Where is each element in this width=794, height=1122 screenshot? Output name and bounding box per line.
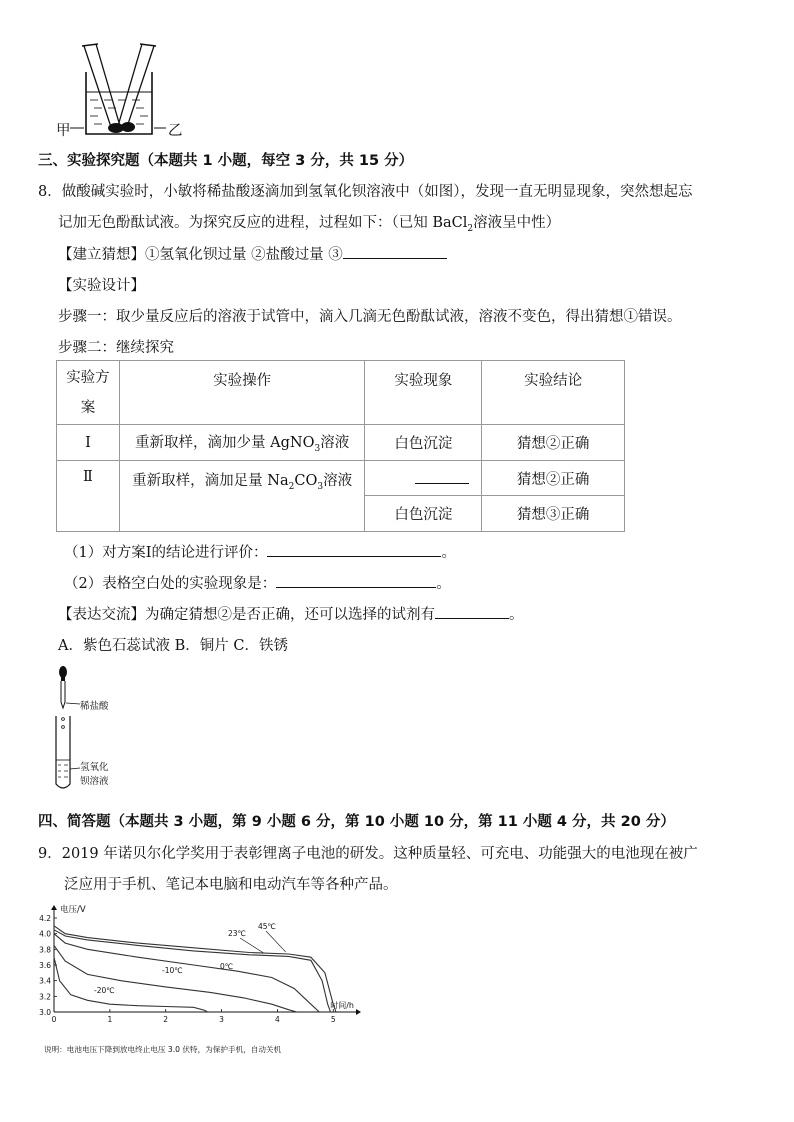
q8-options: A．紫色石蕊试液 B．铜片 C．铁锈 [58, 638, 288, 654]
sub1-blank[interactable] [267, 542, 441, 557]
section3-title: 三、实验探究题（本题共 1 小题，每空 3 分，共 15 分） [38, 153, 414, 169]
x-tick-label: 5 [330, 1015, 336, 1024]
fig-label-yi: 乙 [168, 123, 183, 139]
q8-sub1 [64, 541, 456, 562]
express-blank[interactable] [435, 604, 509, 619]
row2-conclusion: 猜想②正确 [482, 461, 625, 496]
x-tick-label: 1 [107, 1015, 113, 1024]
section4-title: 四、简答题（本题共 3 小题，第 9 小题 6 分，第 10 小题 10 分，第 11 小题 4 分，共 20 分） [38, 814, 675, 830]
row2-phenomenon-blank[interactable] [365, 461, 482, 496]
header-conclusion: 实验结论 [482, 361, 625, 425]
series-line [54, 926, 336, 1012]
y-tick-label: 3.2 [39, 992, 51, 1002]
q8-design: 【实验设计】 [58, 278, 145, 294]
row1-operation: 重新取样，滴加少量 AgNO$_3$溶液 [119, 425, 365, 461]
series-line [54, 930, 331, 1012]
sub2-end: 。 [436, 576, 451, 592]
q8-step2: 步骤二：继续探究 [58, 340, 174, 356]
x-tick-label: 4 [275, 1015, 280, 1024]
header-operation: 实验操作 [119, 361, 365, 425]
y-tick-label: 3.8 [39, 945, 51, 955]
y-tick-label: 4.0 [39, 929, 51, 939]
q8-hypothesis [58, 243, 447, 264]
dropper-figure [50, 664, 80, 794]
leader-23 [240, 938, 263, 953]
q9-line1: 9．2019 年诺贝尔化学奖用于表彰锂离子电池的研发。这种质量轻、可充电、功能强大的电池现在被广 [38, 846, 698, 862]
q8-step1: 步骤一：取少量反应后的溶液于试管中，滴入几滴无色酚酞试液，溶液不变色，得出猜想①错误。 [58, 309, 682, 325]
express-end: 。 [509, 607, 524, 623]
hypothesis-blank[interactable] [343, 244, 447, 259]
x-tick-label: 2 [163, 1015, 169, 1024]
beaker-illustration [56, 42, 186, 138]
sub2-text: （2）表格空白处的实验现象是： [64, 576, 277, 592]
q8-intro-text-a: 记加无色酚酞试液。为探究反应的进程，过程如下：（已知 BaCl [58, 215, 468, 231]
series-label: -10℃ [162, 966, 183, 975]
q8-intro-line1: 8．做酸碱实验时，小敏将稀盐酸逐滴加到氢氧化钡溶液中（如图），发现一直无明显现象，突然想起忘 [38, 184, 693, 200]
discharge-chart-svg [32, 900, 362, 1060]
tube-label-2: 钡溶液 [80, 776, 109, 787]
header-plan: 实验方 案 [57, 361, 120, 425]
table-row [57, 461, 625, 496]
beaker-figure [56, 42, 186, 138]
row1-phenomenon: 白色沉淀 [365, 425, 482, 461]
series-label: 23℃ [228, 929, 246, 938]
x-axis-arrow [356, 1009, 361, 1015]
row3-phenomenon: 白色沉淀 [365, 496, 482, 532]
chart-note: 说明：电池电压下降到放电终止电压 3.0 伏特，为保护手机，自动关机 [44, 1045, 282, 1054]
q8-sub2 [64, 572, 451, 593]
y-axis-arrow [51, 905, 57, 910]
row2-plan: Ⅱ [57, 461, 120, 532]
q8-intro-text-b: 溶液呈中性） [473, 215, 561, 231]
leader-45 [266, 931, 286, 952]
dropper-tube-illustration [50, 664, 80, 794]
q8-intro-sub: 2 [467, 223, 474, 234]
y-tick-label: 4.2 [39, 914, 51, 923]
row3-conclusion: 猜想③正确 [482, 496, 625, 532]
express-text: 【表达交流】为确定猜想②是否正确，还可以选择的试剂有 [58, 607, 435, 623]
series-label: 45℃ [258, 922, 276, 931]
x-tick-label: 0 [51, 1015, 57, 1024]
series-line [54, 957, 208, 1012]
table-header-row [57, 361, 625, 425]
q9-line2: 泛应用于手机、笔记本电脑和电动汽车等各种产品。 [64, 877, 398, 893]
x-axis-label: 时间/h [330, 1001, 354, 1010]
hypothesis-text: 【建立猜想】①氢氧化钡过量 ②盐酸过量 ③ [58, 247, 343, 263]
series-label: 0℃ [220, 962, 234, 971]
sub2-blank[interactable] [276, 573, 436, 588]
series-label: -20℃ [94, 986, 115, 995]
dropper-label-acid: 稀盐酸 [80, 701, 109, 712]
y-tick-label: 3.0 [39, 1008, 51, 1017]
y-tick-label: 3.4 [39, 976, 51, 986]
table-row [57, 425, 625, 461]
experiment-table [56, 360, 625, 532]
y-axis-label: 电压/V [60, 905, 86, 915]
x-tick-label: 3 [219, 1015, 224, 1024]
row2-operation: 重新取样，滴加足量 $Na_2CO_3$溶液 [119, 461, 365, 532]
discharge-chart [32, 900, 362, 1060]
row1-plan: Ⅰ [57, 425, 120, 461]
tube-label-1: 氢氧化 [80, 762, 109, 773]
fig-label-jia: 甲 [56, 123, 71, 139]
row1-conclusion: 猜想②正确 [482, 425, 625, 461]
sub1-text: （1）对方案Ⅰ的结论进行评价： [64, 545, 268, 561]
q8-intro-line2 [58, 211, 560, 234]
y-tick-label: 3.6 [39, 961, 51, 970]
sub1-end: 。 [441, 545, 456, 561]
q8-express [58, 603, 524, 624]
header-phenomenon: 实验现象 [365, 361, 482, 425]
